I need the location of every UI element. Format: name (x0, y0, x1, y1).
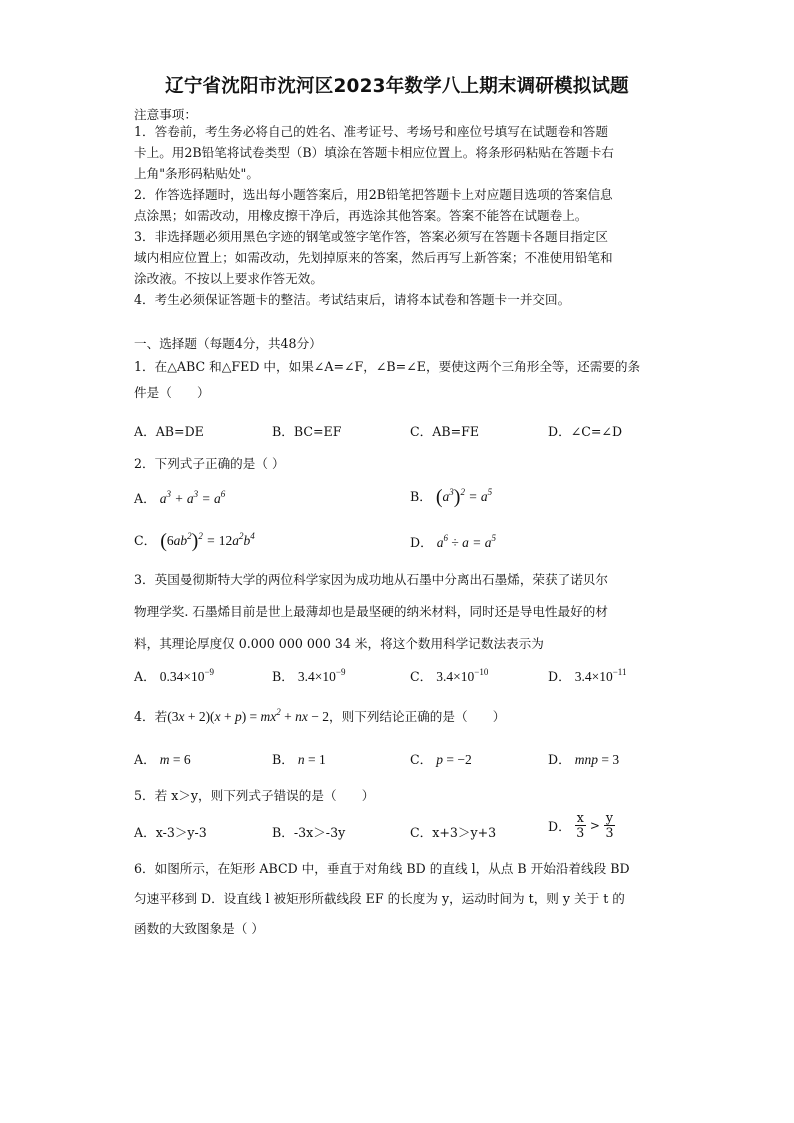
option-d[interactable] (548, 811, 615, 840)
notes-line: 1．答卷前，考生务必将自己的姓名、准考证号、考场号和座位号填写在试题卷和答题 (134, 124, 608, 139)
question-text: 匀速平移到 D．设直线 l 被矩形所截线段 EF 的长度为 y，运动时间为 t，则 y 关于 t 的 (134, 891, 625, 906)
option-d[interactable] (410, 532, 496, 551)
question-text: 物理学奖. 石墨烯目前是世上最薄却也是最坚硬的纳米材料，同时还是导电性最好的材 (134, 604, 608, 619)
greater-than-sign: > (589, 818, 600, 833)
notes-line: 上角"条形码粘贴处"。 (134, 166, 259, 181)
question-2: 2．下列式子正确的是（ ） (134, 456, 285, 471)
question-4 (134, 706, 505, 725)
fraction-y-over-3: $\frac{y}{3}$ (605, 810, 614, 840)
option-d[interactable]: D．∠C=∠D (548, 424, 623, 439)
math-expression: n = 1 (297, 752, 326, 767)
option-label: D． (548, 669, 571, 684)
option-c[interactable]: C．AB=FE (410, 424, 480, 439)
question-text: 料，其理论厚度仅 0.000 000 000 34 米，将这个数用科学记数法表示为 (134, 636, 544, 651)
option-label: D． (548, 819, 571, 834)
question-3 (134, 564, 662, 660)
option-label: A． (134, 669, 156, 684)
notes-line: 涂改液。不按以上要求作答无效。 (134, 271, 323, 286)
option-label: C． (410, 752, 433, 767)
option-a[interactable]: A．x-3＞y-3 (134, 825, 207, 840)
notes-line: 点涂黑；如需改动，用橡皮擦干净后，再选涂其他答案。答案不能答在试题卷上。 (134, 208, 588, 223)
math-expression: $(6ab^2)^2 = 12a^2b^4$ (160, 530, 255, 552)
question-text: 6．如图所示，在矩形 ABCD 中，垂直于对角线 BD 的直线 l，从点 B 开始沿着线段 BD (134, 861, 630, 876)
option-label: C． (134, 533, 157, 548)
math-expression: $(a^3)^2 = a^5$ (435, 486, 493, 508)
section-heading: 一、选择题（每题4分，共48分） (134, 336, 322, 351)
option-label: B． (272, 752, 294, 767)
math-expression: $3.4\times 10^{-10}$ (436, 667, 489, 684)
fraction-x-over-3: $\frac{x}{3}$ (576, 810, 585, 840)
page-title: 辽宁省沈阳市沈河区2023年数学八上期末调研模拟试题 (165, 76, 629, 97)
option-a[interactable] (134, 488, 225, 507)
math-expression: p = −2 (436, 752, 472, 767)
math-expression: $a^3 + a^3 = a^6$ (159, 489, 226, 506)
notes-line: 域内相应位置上；如需改动，先划掉原来的答案，然后再写上新答案；不准使用铅笔和 (134, 250, 613, 265)
question-1 (134, 354, 662, 406)
option-label: C． (410, 669, 433, 684)
question-text: 函数的大致图象是（ ） (134, 921, 264, 936)
math-expression: m = 6 (159, 752, 191, 767)
question-text: 3．英国曼彻斯特大学的两位科学家因为成功地从石墨中分离出石墨烯，荣获了诺贝尔 (134, 572, 608, 587)
math-expression: $3.4\times 10^{-11}$ (574, 667, 627, 684)
question-5: 5．若 x＞y，则下列式子错误的是（ ） (134, 788, 375, 803)
notes-line: 3．非选择题必须用黑色字迹的钢笔或签字笔作答，答案必须写在答题卡各题目指定区 (134, 229, 608, 244)
math-expression: mnp = 3 (574, 752, 620, 767)
option-b[interactable] (272, 666, 345, 685)
notes-line: 4．考生必须保证答题卡的整洁。考试结束后，请将本试卷和答题卡一并交回。 (134, 292, 571, 307)
option-d[interactable] (548, 666, 626, 685)
notes-heading: 注意事项： (134, 107, 197, 122)
question-text: 1．在△ABC 和△FED 中，如果∠A=∠F，∠B=∠E，要使这两个三角形全等，还需要的条 (134, 359, 641, 374)
question-text: 4．若 (134, 709, 168, 724)
option-label: B． (410, 489, 432, 504)
notes-list (134, 121, 662, 310)
question-text: 件是（ ） (134, 385, 210, 400)
question-text: ，则下列结论正确的是（ ） (329, 709, 506, 724)
option-b[interactable]: B．BC=EF (272, 424, 342, 439)
option-a[interactable] (134, 749, 191, 768)
math-expression: $0.34\times 10^{-9}$ (159, 667, 215, 684)
math-expression: $a^6 \div a = a^5$ (436, 533, 497, 550)
option-label: B． (272, 669, 294, 684)
option-label: A． (134, 491, 156, 506)
option-label: A． (134, 752, 156, 767)
option-d[interactable] (548, 749, 619, 768)
math-expression: $(3x + 2)(x + p) = mx^2$ + nx − 2 (167, 707, 330, 724)
option-a[interactable]: A．AB=DE (134, 424, 204, 439)
question-6 (134, 854, 662, 944)
option-c[interactable]: C．x+3＞y+3 (410, 825, 497, 840)
notes-line: 2．作答选择题时，选出每小题答案后，用2B铅笔把答题卡上对应题目选项的答案信息 (134, 187, 613, 202)
option-c[interactable] (134, 530, 255, 553)
math-expression: $3.4\times 10^{-9}$ (297, 667, 346, 684)
option-c[interactable] (410, 749, 472, 768)
option-b[interactable] (410, 486, 492, 509)
notes-line: 卡上。用2B铅笔将试卷类型（B）填涂在答题卡相应位置上。将条形码粘贴在答题卡右 (134, 145, 614, 160)
option-a[interactable] (134, 666, 214, 685)
option-c[interactable] (410, 666, 488, 685)
option-label: D． (548, 752, 571, 767)
option-b[interactable]: B．-3x＞-3y (272, 825, 346, 840)
option-b[interactable] (272, 749, 326, 768)
option-label: D． (410, 535, 433, 550)
